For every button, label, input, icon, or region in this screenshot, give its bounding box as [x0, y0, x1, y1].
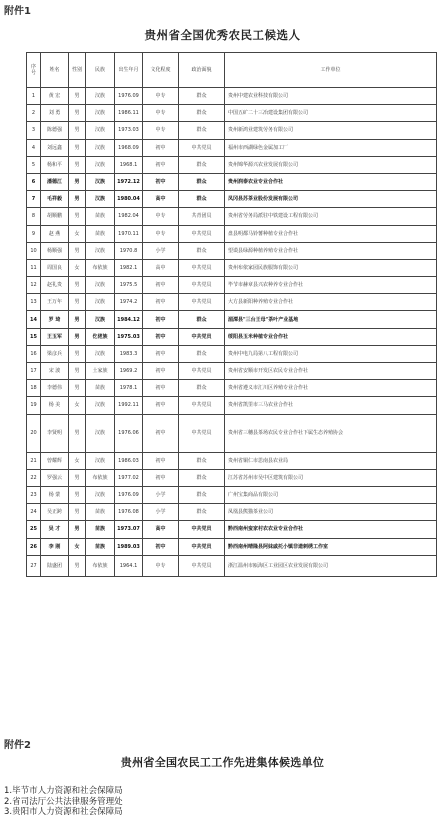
cell-education: 初中	[143, 311, 179, 328]
cell-ethnicity: 汉族	[86, 122, 115, 139]
table-row	[27, 277, 437, 294]
table-row	[27, 242, 437, 259]
cell-education: 小学	[143, 504, 179, 521]
cell-education: 初中	[143, 397, 179, 414]
cell-ethnicity: 汉族	[86, 311, 115, 328]
cell-sex: 男	[69, 277, 86, 294]
cell-name: 曾耀辉	[41, 452, 69, 469]
table-row	[27, 469, 437, 486]
cell-ethnicity: 汉族	[86, 88, 115, 105]
cell-sex: 男	[69, 139, 86, 156]
cell-education: 初中	[143, 363, 179, 380]
table-header-row	[27, 53, 437, 88]
cell-education: 初中	[143, 469, 179, 486]
table-row	[27, 294, 437, 311]
cell-index: 7	[27, 191, 41, 208]
cell-sex: 男	[69, 328, 86, 345]
cell-sex: 男	[69, 504, 86, 521]
cell-birth: 1983.3	[115, 345, 143, 362]
cell-sex: 男	[69, 414, 86, 452]
cell-index: 25	[27, 521, 41, 538]
table-row	[27, 397, 437, 414]
cell-political: 群众	[179, 156, 225, 173]
cell-ethnicity: 汉族	[86, 345, 115, 362]
cell-index: 14	[27, 311, 41, 328]
cell-ethnicity: 苗族	[86, 380, 115, 397]
cell-birth: 1992.11	[115, 397, 143, 414]
cell-index: 3	[27, 122, 41, 139]
cell-birth: 1982.04	[115, 208, 143, 225]
cell-ethnicity: 布依族	[86, 259, 115, 276]
cell-index: 23	[27, 486, 41, 503]
cell-sex: 男	[69, 122, 86, 139]
cell-education: 中专	[143, 105, 179, 122]
cell-name: 杨和平	[41, 156, 69, 173]
candidates-table	[26, 52, 437, 577]
cell-sex: 女	[69, 225, 86, 242]
cell-political: 群众	[179, 452, 225, 469]
cell-sex: 男	[69, 555, 86, 576]
cell-unit: 中国五矿二十三冶建设集团有限公司	[225, 105, 437, 122]
cell-name: 吴 才	[41, 521, 69, 538]
cell-political: 群众	[179, 345, 225, 362]
cell-index: 15	[27, 328, 41, 345]
cell-unit: 盘县明都马铃薯种植专业合作社	[225, 225, 437, 242]
cell-index: 22	[27, 469, 41, 486]
candidates-table-body	[27, 88, 437, 577]
cell-political: 群众	[179, 191, 225, 208]
cell-index: 24	[27, 504, 41, 521]
cell-birth: 1978.1	[115, 380, 143, 397]
cell-birth: 1968.1	[115, 156, 143, 173]
attachment-2-label: 附件2	[4, 740, 31, 751]
cell-name: 刘 勇	[41, 105, 69, 122]
cell-education: 中专	[143, 555, 179, 576]
table-row	[27, 504, 437, 521]
cell-ethnicity: 汉族	[86, 397, 115, 414]
cell-sex: 男	[69, 88, 86, 105]
cell-unit: 贵州省遵义市汇川区养殖专业合作社	[225, 380, 437, 397]
cell-sex: 男	[69, 469, 86, 486]
cell-unit: 贵州新鸿业建筑劳务有限公司	[225, 122, 437, 139]
cell-birth: 1977.02	[115, 469, 143, 486]
cell-education: 初中	[143, 380, 179, 397]
cell-sex: 女	[69, 452, 86, 469]
cell-political: 群众	[179, 122, 225, 139]
cell-unit: 贵州省三穗县茶场农民专业合作社下属生态养殖协会	[225, 414, 437, 452]
cell-name: 李 刚	[41, 538, 69, 555]
col-header-birth: 出生年月	[115, 53, 143, 88]
cell-ethnicity: 苗族	[86, 521, 115, 538]
cell-birth: 1964.1	[115, 555, 143, 576]
cell-sex: 男	[69, 380, 86, 397]
cell-name: 胡顺鹏	[41, 208, 69, 225]
cell-education: 初中	[143, 538, 179, 555]
cell-name: 杨 美	[41, 397, 69, 414]
cell-sex: 男	[69, 191, 86, 208]
cell-name: 罗强云	[41, 469, 69, 486]
cell-ethnicity: 汉族	[86, 191, 115, 208]
col-header-education: 文化程度	[143, 53, 179, 88]
cell-name: 宋 波	[41, 363, 69, 380]
list-item: 1.毕节市人力资源和社会保障局	[4, 786, 123, 796]
cell-birth: 1973.07	[115, 521, 143, 538]
table-row	[27, 173, 437, 190]
candidates-table-wrapper	[26, 52, 436, 577]
cell-index: 2	[27, 105, 41, 122]
cell-ethnicity: 苗族	[86, 225, 115, 242]
document-title-1: 贵州省全国优秀农民工候选人	[144, 28, 301, 42]
cell-sex: 女	[69, 397, 86, 414]
cell-unit: 贵州布依家园民族服饰有限公司	[225, 259, 437, 276]
cell-index: 27	[27, 555, 41, 576]
cell-ethnicity: 汉族	[86, 242, 115, 259]
col-header-unit: 工作单位	[225, 53, 437, 88]
cell-education: 高中	[143, 191, 179, 208]
cell-unit: 浙江温州市瓯海区工业园区农业发展有限公司	[225, 555, 437, 576]
table-row	[27, 538, 437, 555]
cell-unit: 绥阳县玉米种植专业合作社	[225, 328, 437, 345]
cell-name: 黄 宏	[41, 88, 69, 105]
table-row	[27, 225, 437, 242]
cell-name: 李德伟	[41, 380, 69, 397]
cell-birth: 1975.5	[115, 277, 143, 294]
table-row	[27, 380, 437, 397]
attachment-1-label: 附件1	[4, 6, 31, 17]
cell-ethnicity: 仡佬族	[86, 328, 115, 345]
cell-political: 群众	[179, 242, 225, 259]
cell-political: 群众	[179, 311, 225, 328]
cell-ethnicity: 汉族	[86, 414, 115, 452]
cell-unit: 凤凰县熊猫茶业公司	[225, 504, 437, 521]
cell-unit: 毕节市赫章县兴农种养专业合作社	[225, 277, 437, 294]
cell-education: 中专	[143, 88, 179, 105]
cell-name: 梁彦兵	[41, 345, 69, 362]
cell-birth: 1976.09	[115, 88, 143, 105]
cell-index: 4	[27, 139, 41, 156]
collective-list	[4, 786, 123, 818]
cell-index: 16	[27, 345, 41, 362]
cell-birth: 1976.09	[115, 486, 143, 503]
cell-name: 周国良	[41, 259, 69, 276]
cell-political: 群众	[179, 88, 225, 105]
cell-birth: 1976.08	[115, 504, 143, 521]
cell-political: 中共党员	[179, 397, 225, 414]
cell-index: 10	[27, 242, 41, 259]
cell-name: 陆盛团	[41, 555, 69, 576]
cell-name: 李贤明	[41, 414, 69, 452]
cell-birth: 1976.06	[115, 414, 143, 452]
cell-political: 中共党员	[179, 538, 225, 555]
table-row	[27, 414, 437, 452]
cell-political: 中共党员	[179, 521, 225, 538]
cell-political: 中共党员	[179, 414, 225, 452]
cell-education: 初中	[143, 277, 179, 294]
table-row	[27, 88, 437, 105]
cell-unit: 贵州省劳务局派驻中铁建设工程有限公司	[225, 208, 437, 225]
cell-unit: 望谟县绿源种植养殖专业合作社	[225, 242, 437, 259]
cell-sex: 男	[69, 173, 86, 190]
cell-unit: 凤冈县苏茶业股份发展有限公司	[225, 191, 437, 208]
cell-name: 罗 琦	[41, 311, 69, 328]
cell-unit: 贵州中电九局第八工程有限公司	[225, 345, 437, 362]
cell-index: 1	[27, 88, 41, 105]
table-row	[27, 363, 437, 380]
cell-birth: 1982.1	[115, 259, 143, 276]
cell-unit: 大方县新阳种养殖专业合作社	[225, 294, 437, 311]
cell-unit: 贵州省铜仁市思南县农业局	[225, 452, 437, 469]
cell-unit: 福州市西湖绿色金属加工厂	[225, 139, 437, 156]
cell-birth: 1984.12	[115, 311, 143, 328]
cell-ethnicity: 汉族	[86, 294, 115, 311]
cell-birth: 1974.2	[115, 294, 143, 311]
cell-index: 17	[27, 363, 41, 380]
col-header-ethnicity: 民族	[86, 53, 115, 88]
cell-unit: 江苏省苏州市吴中区建筑有限公司	[225, 469, 437, 486]
table-row	[27, 486, 437, 503]
cell-education: 小学	[143, 486, 179, 503]
cell-birth: 1989.03	[115, 538, 143, 555]
table-row	[27, 156, 437, 173]
cell-unit: 贵州中建农业科技有限公司	[225, 88, 437, 105]
cell-sex: 男	[69, 311, 86, 328]
cell-name: 赵礼贵	[41, 277, 69, 294]
cell-index: 9	[27, 225, 41, 242]
cell-unit: 湄潭县"三台王母"茶叶产业基地	[225, 311, 437, 328]
table-row	[27, 105, 437, 122]
cell-unit: 贵州润泰农业专业合作社	[225, 173, 437, 190]
cell-index: 26	[27, 538, 41, 555]
cell-index: 11	[27, 259, 41, 276]
cell-unit: 黔西南州蛮家村农农业专业合作社	[225, 521, 437, 538]
cell-birth: 1980.04	[115, 191, 143, 208]
cell-unit: 黔西南州晴隆县阿妹戚托小镇非遗刺绣工作室	[225, 538, 437, 555]
table-row	[27, 311, 437, 328]
cell-sex: 男	[69, 294, 86, 311]
cell-birth: 1973.03	[115, 122, 143, 139]
cell-name: 赵 燕	[41, 225, 69, 242]
cell-education: 初中	[143, 294, 179, 311]
cell-education: 初中	[143, 328, 179, 345]
cell-unit: 贵州锦华源兴农业发展有限公司	[225, 156, 437, 173]
cell-ethnicity: 汉族	[86, 452, 115, 469]
cell-sex: 女	[69, 259, 86, 276]
table-row	[27, 122, 437, 139]
cell-index: 6	[27, 173, 41, 190]
table-row	[27, 139, 437, 156]
cell-name: 杨顺强	[41, 242, 69, 259]
cell-birth: 1970.8	[115, 242, 143, 259]
col-header-index: 序号	[27, 53, 41, 88]
cell-political: 群众	[179, 380, 225, 397]
cell-birth: 1986.11	[115, 105, 143, 122]
table-row	[27, 191, 437, 208]
cell-name: 刘远鑫	[41, 139, 69, 156]
cell-political: 群众	[179, 105, 225, 122]
cell-name: 王万年	[41, 294, 69, 311]
table-row	[27, 328, 437, 345]
cell-political: 群众	[179, 504, 225, 521]
cell-ethnicity: 汉族	[86, 139, 115, 156]
cell-index: 8	[27, 208, 41, 225]
cell-index: 19	[27, 397, 41, 414]
cell-political: 群众	[179, 486, 225, 503]
cell-political: 共青团员	[179, 208, 225, 225]
cell-political: 中共党员	[179, 225, 225, 242]
cell-sex: 男	[69, 156, 86, 173]
table-row	[27, 555, 437, 576]
cell-sex: 男	[69, 363, 86, 380]
cell-birth: 1968.09	[115, 139, 143, 156]
cell-name: 毛祥毅	[41, 191, 69, 208]
table-row	[27, 259, 437, 276]
cell-political: 中共党员	[179, 294, 225, 311]
cell-birth: 1970.11	[115, 225, 143, 242]
cell-birth: 1969.2	[115, 363, 143, 380]
document-title-2: 贵州省全国农民工工作先进集体候选单位	[120, 756, 325, 769]
cell-unit: 贵州省凯里市三马农业合作社	[225, 397, 437, 414]
table-row	[27, 452, 437, 469]
cell-index: 13	[27, 294, 41, 311]
cell-sex: 女	[69, 538, 86, 555]
table-row	[27, 208, 437, 225]
cell-name: 王玉军	[41, 328, 69, 345]
cell-education: 初中	[143, 452, 179, 469]
cell-political: 中共党员	[179, 259, 225, 276]
cell-index: 12	[27, 277, 41, 294]
cell-index: 20	[27, 414, 41, 452]
cell-ethnicity: 土家族	[86, 363, 115, 380]
cell-ethnicity: 苗族	[86, 504, 115, 521]
cell-birth: 1986.03	[115, 452, 143, 469]
cell-sex: 男	[69, 345, 86, 362]
cell-political: 群众	[179, 469, 225, 486]
col-header-name: 姓名	[41, 53, 69, 88]
cell-unit: 广州宝集商品有限公司	[225, 486, 437, 503]
list-item: 2.省司法厅公共法律服务管理处	[4, 796, 123, 807]
table-row	[27, 521, 437, 538]
cell-name: 潘德江	[41, 173, 69, 190]
cell-name: 陈德强	[41, 122, 69, 139]
cell-name: 杨 蒙	[41, 486, 69, 503]
cell-education: 初中	[143, 414, 179, 452]
cell-education: 初中	[143, 139, 179, 156]
cell-education: 高中	[143, 259, 179, 276]
cell-ethnicity: 汉族	[86, 173, 115, 190]
cell-education: 中专	[143, 208, 179, 225]
cell-index: 18	[27, 380, 41, 397]
cell-education: 高中	[143, 521, 179, 538]
cell-ethnicity: 苗族	[86, 538, 115, 555]
cell-birth: 1975.03	[115, 328, 143, 345]
cell-education: 初中	[143, 345, 179, 362]
cell-ethnicity: 布依族	[86, 555, 115, 576]
cell-political: 中共党员	[179, 277, 225, 294]
cell-sex: 男	[69, 242, 86, 259]
cell-ethnicity: 汉族	[86, 486, 115, 503]
cell-ethnicity: 苗族	[86, 208, 115, 225]
cell-ethnicity: 汉族	[86, 105, 115, 122]
cell-index: 21	[27, 452, 41, 469]
col-header-sex: 性别	[69, 53, 86, 88]
cell-political: 群众	[179, 173, 225, 190]
cell-name: 吴正跨	[41, 504, 69, 521]
cell-political: 中共党员	[179, 328, 225, 345]
cell-education: 中专	[143, 122, 179, 139]
cell-political: 中共党员	[179, 363, 225, 380]
cell-sex: 男	[69, 486, 86, 503]
cell-ethnicity: 布依族	[86, 469, 115, 486]
cell-education: 小学	[143, 242, 179, 259]
table-row	[27, 345, 437, 362]
cell-sex: 男	[69, 208, 86, 225]
cell-sex: 男	[69, 521, 86, 538]
cell-education: 初中	[143, 173, 179, 190]
cell-education: 初中	[143, 156, 179, 173]
cell-political: 中共党员	[179, 555, 225, 576]
cell-index: 5	[27, 156, 41, 173]
list-item: 3.贵阳市人力资源和社会保障局	[4, 807, 123, 817]
cell-sex: 男	[69, 105, 86, 122]
cell-education: 中专	[143, 225, 179, 242]
cell-birth: 1972.12	[115, 173, 143, 190]
cell-ethnicity: 汉族	[86, 277, 115, 294]
cell-unit: 贵州省安顺市开发区农民专业合作社	[225, 363, 437, 380]
cell-ethnicity: 汉族	[86, 156, 115, 173]
col-header-political: 政治面貌	[179, 53, 225, 88]
cell-political: 中共党员	[179, 139, 225, 156]
